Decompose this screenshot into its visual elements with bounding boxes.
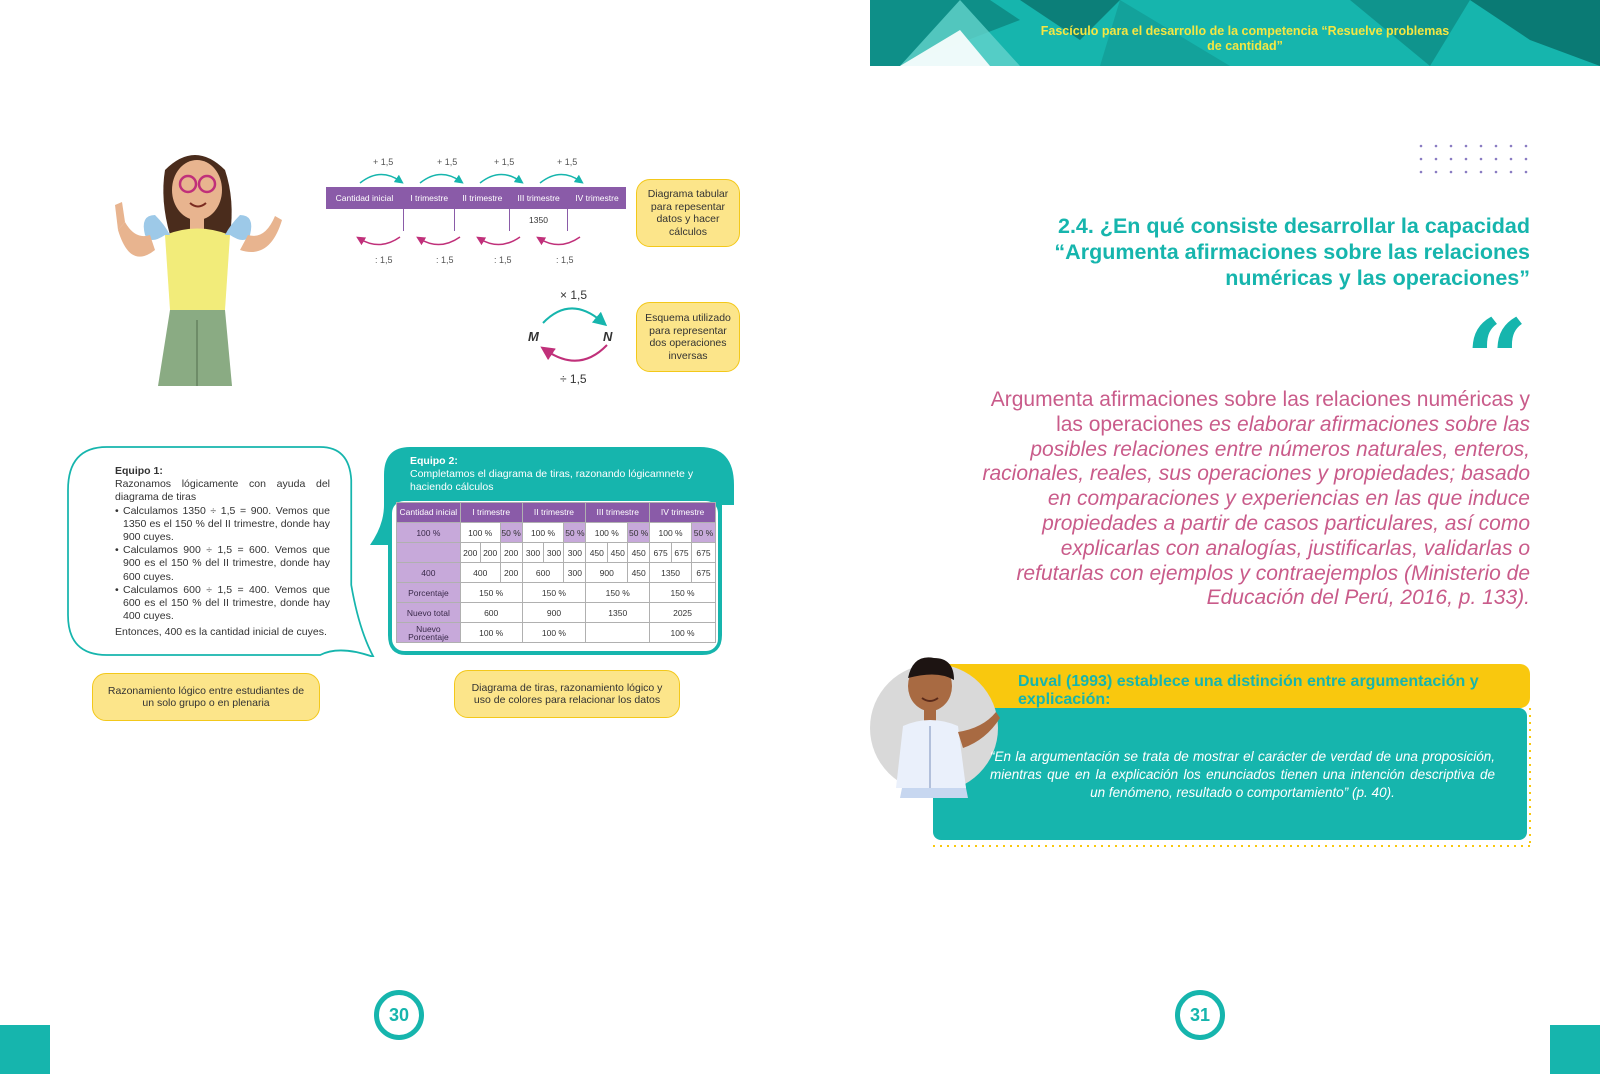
plus-op-3: + 1,5 <box>494 157 515 167</box>
minus-op-4: : 1,5 <box>556 255 574 265</box>
table-cell: 150 % <box>460 583 522 603</box>
team1-title: Equipo 1: <box>115 465 163 477</box>
table-cell: 2025 <box>650 603 716 623</box>
table-cell: 100 % <box>522 623 586 643</box>
table-cell: 300 <box>564 543 586 563</box>
team2-intro: Completamos el diagrama de tiras, razonando lógicamnete y haciendo cálculos <box>410 468 694 493</box>
table-cell: 150 % <box>586 583 650 603</box>
list-item: • Calculamos 900 ÷ 1,5 = 600. Vemos que 900 es el 150 % del II trimestre, donde hay 600 cuyes. <box>123 544 330 584</box>
table-cell: 100 % <box>397 523 461 543</box>
tabular-note: Diagrama tabular para repesentar datos y hacer cálculos <box>636 179 740 247</box>
tab1-header: I trimestre <box>403 187 455 210</box>
table-header: II trimestre <box>522 503 586 523</box>
team1-note: Razonamiento lógico entre estudiantes de un solo grupo o en plenaria <box>92 673 320 721</box>
table-cell: 100 % <box>650 523 692 543</box>
mn-arrows <box>535 295 615 375</box>
table-cell: Porcentaje <box>397 583 461 603</box>
table-cell: 400 <box>397 563 461 583</box>
plus-op-4: + 1,5 <box>557 157 578 167</box>
section-heading: 2.4. ¿En qué consiste desarrollar la capacidad “Argumenta afirmaciones sobre las relaciones numéricas y las operaciones” <box>1054 214 1530 290</box>
team1-list <box>115 505 330 624</box>
page-number-right: 31 <box>1175 990 1225 1040</box>
table-cell <box>397 543 461 563</box>
table-cell: 300 <box>564 563 586 583</box>
team2-header <box>410 455 715 494</box>
plus-op-2: + 1,5 <box>437 157 458 167</box>
table-cell: 300 <box>544 543 564 563</box>
page-number-left: 30 <box>374 990 424 1040</box>
table-cell: 100 % <box>650 623 716 643</box>
strip-diagram-table <box>396 502 716 643</box>
dot-pattern <box>1418 143 1534 177</box>
div-label: ÷ 1,5 <box>560 372 587 386</box>
table-cell: 200 <box>480 543 500 563</box>
tab1-cell <box>326 209 404 232</box>
tab1-cell: 1350 <box>510 209 568 232</box>
table-cell: 50 % <box>628 523 650 543</box>
corner-block-right <box>1550 1025 1600 1074</box>
tab1-cell <box>403 209 455 232</box>
table-cell: 50 % <box>500 523 522 543</box>
table-cell: 675 <box>650 543 672 563</box>
table-row <box>397 623 716 643</box>
table-cell: 450 <box>628 563 650 583</box>
table-cell: 100 % <box>460 523 500 543</box>
table-cell: 100 % <box>460 623 522 643</box>
girl-illustration <box>110 140 295 386</box>
tab1-cell <box>567 209 626 232</box>
table-header: III trimestre <box>586 503 650 523</box>
team2-note: Diagrama de tiras, razonamiento lógico y uso de colores para relacionar los datos <box>454 670 680 718</box>
table-row <box>397 543 716 563</box>
team1-conclusion: Entonces, 400 es la cantidad inicial de cuyes. <box>115 626 327 639</box>
table-cell: Nuevo Porcentaje <box>397 623 461 643</box>
duval-quote: “En la argumentación se trata de mostrar el carácter de verdad de una proposición, mientras que en la explicación los enunciados tienen una intención descriptiva de un fenómeno, resultado o comportamiento” (p. 40). <box>990 749 1495 800</box>
table-cell: 900 <box>522 603 586 623</box>
table-cell: 100 % <box>586 523 628 543</box>
tab1-header: III trimestre <box>510 187 568 210</box>
table-cell: 150 % <box>522 583 586 603</box>
table-cell: 450 <box>608 543 628 563</box>
table-cell: 450 <box>628 543 650 563</box>
team2-title: Equipo 2: <box>410 455 458 467</box>
tab1-header: IV trimestre <box>567 187 626 210</box>
table-row <box>397 523 716 543</box>
team1-text <box>115 465 330 640</box>
tab1-header: II trimestre <box>455 187 510 210</box>
table-cell: 450 <box>586 543 608 563</box>
quote-normal: Argumenta afirmaciones sobre las relaciones numéricas y las operaciones <box>990 388 1530 436</box>
m-label: M <box>528 329 539 344</box>
scheme-note: Esquema utilizado para representar dos operaciones inversas <box>636 302 740 372</box>
table-cell: 400 <box>460 563 500 583</box>
table-cell: 600 <box>460 603 522 623</box>
table-cell: 200 <box>460 543 480 563</box>
table-cell: 150 % <box>650 583 716 603</box>
table-cell: 200 <box>500 543 522 563</box>
table-cell: 675 <box>672 543 692 563</box>
minus-op-2: : 1,5 <box>436 255 454 265</box>
tabular-diagram <box>325 186 627 232</box>
table-cell: 1350 <box>586 603 650 623</box>
tab1-header: Cantidad inicial <box>326 187 404 210</box>
corner-block-left <box>0 1025 50 1074</box>
table-row <box>397 603 716 623</box>
table-cell: 675 <box>691 563 715 583</box>
list-item: • Calculamos 600 ÷ 1,5 = 400. Vemos que 600 es el 150 % del II trimestre, donde hay 400 cuyes. <box>123 584 330 624</box>
table-header: I trimestre <box>460 503 522 523</box>
n-label: N <box>603 329 613 344</box>
table-cell: 50 % <box>564 523 586 543</box>
list-item: • Calculamos 1350 ÷ 1,5 = 900. Vemos que 1350 es el 150 % del II trimestre, donde hay 900 cuyes. <box>123 505 330 545</box>
table-cell: 100 % <box>522 523 564 543</box>
table-cell: 200 <box>500 563 522 583</box>
table-cell: 300 <box>522 543 544 563</box>
capacity-quote <box>975 388 1530 611</box>
table-cell: 1350 <box>650 563 692 583</box>
minus-op-1: : 1,5 <box>375 255 393 265</box>
boy-illustration <box>868 648 1000 798</box>
table-row <box>397 583 716 603</box>
table-header: Cantidad inicial <box>397 503 461 523</box>
table-cell: 50 % <box>691 523 715 543</box>
table-cell: 900 <box>586 563 628 583</box>
table-cell: Nuevo total <box>397 603 461 623</box>
minus-op-3: : 1,5 <box>494 255 512 265</box>
tab1-cell <box>455 209 510 232</box>
quote-mark-icon: “ <box>1465 295 1529 424</box>
quote-italic: es elaborar afirmaciones sobre las posibles relaciones entre números naturales, enteros, racionales, reales, sus operaciones y propiedades; basado en comparaciones y experiencias en las que induce propiedades a partir de casos particulares, así como explicarlas con analogías, justificarlas, validarlas o refutarlas con ejemplos y contraejemplos (Ministerio de Educación del Perú, 2016, p. 133). <box>982 412 1530 610</box>
duval-title: Duval (1993) establece una distinción entre argumentación y explicación: <box>1018 673 1479 708</box>
header-title: Fascículo para el desarrollo de la competencia “Resuelve problemas de cantidad” <box>1040 24 1450 53</box>
team1-intro: Razonamos lógicamente con ayuda del diagrama de tiras <box>115 478 330 504</box>
table-row <box>397 563 716 583</box>
table-cell <box>586 623 650 643</box>
table-header: IV trimestre <box>650 503 716 523</box>
table-cell: 675 <box>691 543 715 563</box>
table-cell: 600 <box>522 563 564 583</box>
plus-op-1: + 1,5 <box>373 157 394 167</box>
mult-label: × 1,5 <box>560 288 588 302</box>
